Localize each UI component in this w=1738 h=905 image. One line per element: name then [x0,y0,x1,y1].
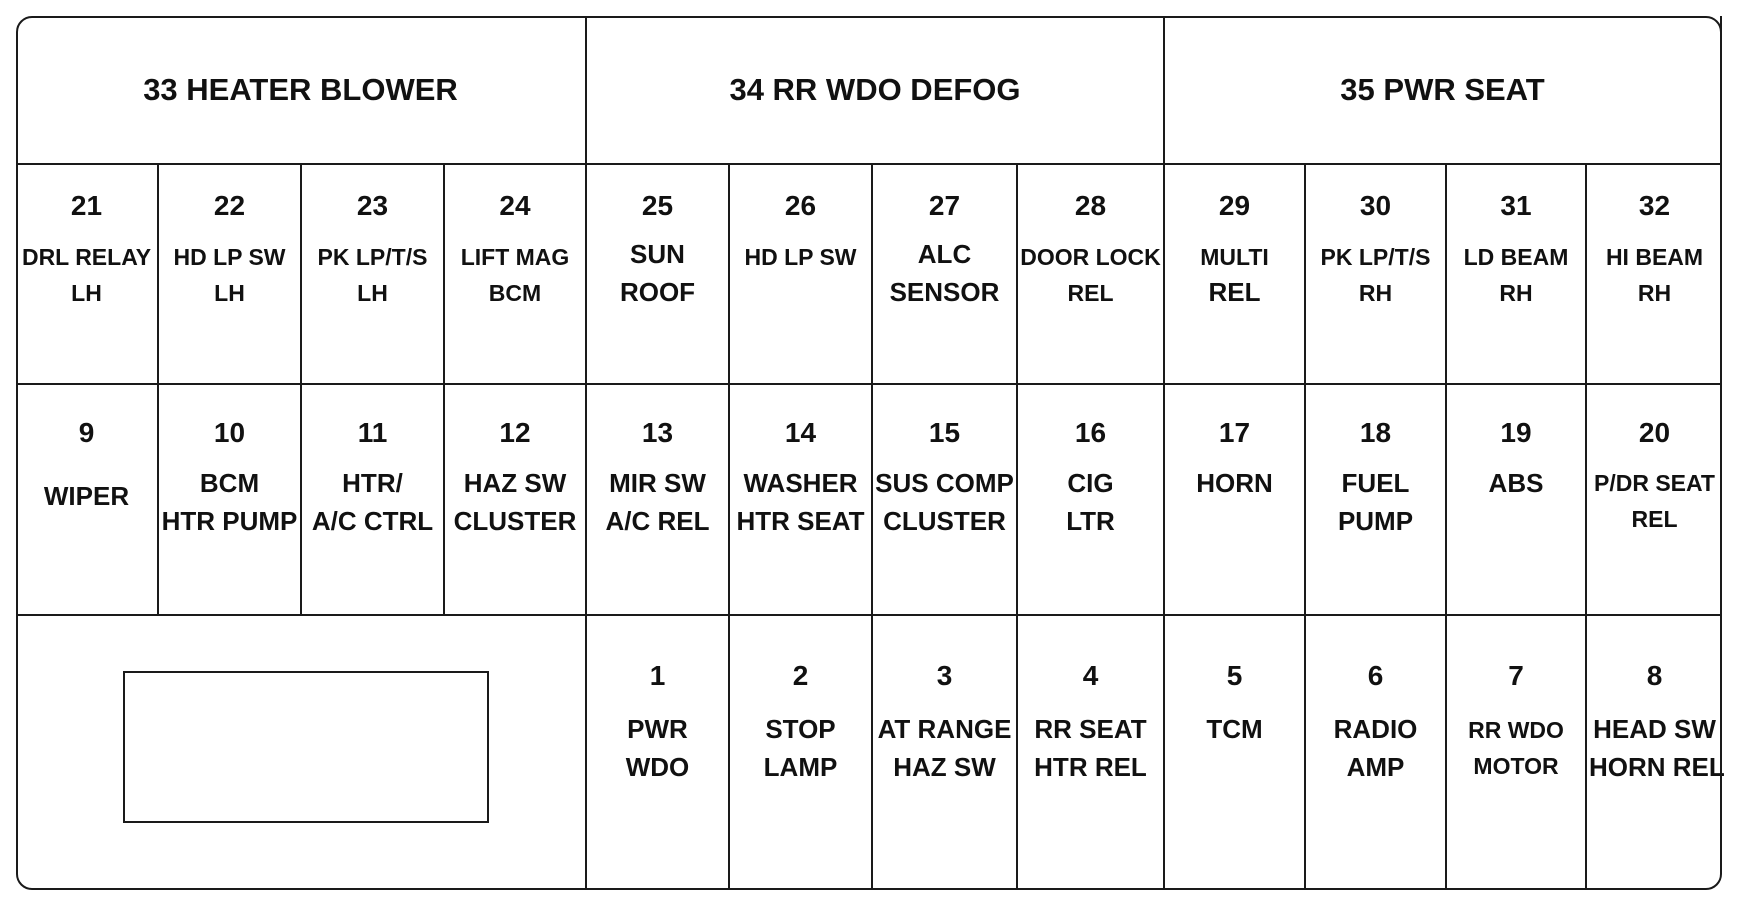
fuse-number: 4 [1082,660,1099,691]
fuse-label-line1: MIR SW [609,468,706,498]
fuse-label-line2: HAZ SW [893,752,996,782]
fuse-cell-13 [587,385,730,616]
fuse-cell-12 [445,385,587,616]
fuse-number: 13 [641,417,674,448]
fuse-cell-33 [16,16,587,165]
fuse-label-line1: MULTI [1200,244,1269,270]
fuse-cell-31 [1447,165,1587,385]
fuse-number: 21 [70,190,103,221]
fuse-label: 34 RR WDO DEFOG [729,71,1021,107]
fuse-cell-28 [1018,165,1165,385]
fuse-cell-35 [1165,16,1722,165]
fuse-number: 18 [1359,417,1392,448]
fuse-label-line2: HORN REL [1589,752,1725,782]
fuse-label-line1: CIG [1067,468,1114,498]
fuse-cell-7 [1447,616,1587,890]
fuse-number: 5 [1226,660,1243,691]
fuse-number: 22 [213,190,246,221]
fuse-label-line1: HORN [1196,468,1273,498]
fuse-number: 8 [1646,660,1663,691]
fuse-number: 6 [1367,660,1384,691]
fuse-label-line1: SUN [630,239,685,269]
fuse-cell-18 [1306,385,1447,616]
fuse-cell-1 [587,616,730,890]
fuse-cell-6 [1306,616,1447,890]
fuse-label-line1: HTR/ [342,468,403,498]
fuse-number: 29 [1218,190,1251,221]
fuse-label-line2: LH [357,280,388,306]
fuse-label-line1: ABS [1488,468,1544,498]
fuse-label-line2: LH [71,280,102,306]
fuse-label-line2: REL [1067,280,1114,306]
fuse-number: 15 [928,417,961,448]
fuse-label-line2: REL [1208,277,1261,307]
fuse-label: 33 HEATER BLOWER [143,71,458,107]
fuse-label-line2: ROOF [619,277,696,307]
fuse-number: 1 [649,660,666,691]
fuse-cell-11 [302,385,445,616]
fuse-label-line2: AMP [1346,752,1405,782]
fuse-number: 11 [357,417,388,448]
fuse-label-line1: RR SEAT [1034,714,1147,744]
fuse-label-line2: A/C REL [605,506,710,536]
fuse-label-line1: P/DR SEAT [1594,470,1715,496]
fuse-label-line1: DRL RELAY [21,244,152,270]
fuse-cell-17 [1165,385,1306,616]
fuse-label-line2: HTR PUMP [161,506,298,536]
fuse-label-line2: PUMP [1337,506,1414,536]
fuse-number: 19 [1500,417,1532,448]
fuse-label-line2: A/C CTRL [311,506,434,536]
fuse-label-line1: WIPER [43,481,130,511]
fuse-cell-25 [587,165,730,385]
fuse-number: 10 [213,417,246,448]
fuse-number: 25 [641,190,674,221]
fuse-number: 28 [1074,190,1107,221]
fuse-label-line1: LIFT MAG [460,244,570,270]
fuse-cell-10 [159,385,302,616]
fuse-label-line1: FUEL [1341,468,1410,498]
fuse-cell-8 [1587,616,1725,890]
fuse-cell-24 [445,165,587,385]
fuse-label-line1: RR WDO [1468,717,1564,743]
fuse-label-line2: CLUSTER [453,506,577,536]
fuse-cell-20 [1587,385,1722,616]
fuse-label-line1: HD LP SW [173,244,286,270]
fuse-number: 27 [928,190,961,221]
fuse-number: 32 [1638,190,1671,221]
fuse-number: 31 [1500,190,1532,221]
fuse-number: 7 [1508,660,1524,691]
fuse-number: 3 [936,660,953,691]
fuse-cell-5 [1165,616,1306,890]
fuse-cell-19 [1447,385,1587,616]
fuse-label-line1: AT RANGE [877,714,1012,744]
fuse-number: 17 [1218,417,1251,448]
fuse-cell-14 [730,385,873,616]
fuse-label-line1: HEAD SW [1593,714,1716,744]
fuse-number: 2 [792,660,809,691]
fuse-label-line1: DOOR LOCK [1020,244,1161,270]
fuse-number: 9 [78,417,95,448]
fuse-number: 23 [356,190,389,221]
fuse-label-line1: PK LP/T/S [1320,244,1431,270]
fuse-label-line1: BCM [199,468,260,498]
fuse-label-line2: SENSOR [889,277,1000,307]
fuse-number: 26 [784,190,817,221]
fuse-label-line2: REL [1631,506,1678,532]
fuse-label-line1: PK LP/T/S [317,244,428,270]
fuse-cell-22 [159,165,302,385]
fuse-number: 12 [499,417,531,448]
fuse-label-line2: RH [1499,280,1533,306]
fuse-label-line2: LAMP [763,752,838,782]
fuse-number: 14 [784,417,817,448]
fuse-label-line1: SUS COMP [875,468,1014,498]
fuse-cell-34 [587,16,1165,165]
fuse-cell-29 [1165,165,1306,385]
fuse-label-line1: HI BEAM [1605,244,1704,270]
fuse-cell-15 [873,385,1018,616]
fuse-label-line1: PWR [627,714,688,744]
fuse-number: 16 [1074,417,1107,448]
fuse-label-line2: MOTOR [1473,753,1559,779]
fuse-label-line1: ALC [917,239,972,269]
fuse-label-line2: HTR SEAT [736,506,865,536]
fuse-number: 30 [1359,190,1392,221]
fuse-label-line2: CLUSTER [883,506,1006,536]
fuse-cell-16 [1018,385,1165,616]
fuse-cell-9 [16,385,159,616]
fuse-cell-3 [873,616,1018,890]
blank-rectangle [123,671,489,823]
fuse-cell-2 [730,616,873,890]
fuse-label-line2: RH [1637,280,1672,306]
fuse-label-line1: RADIO [1333,714,1418,744]
fuse-cell-30 [1306,165,1447,385]
fuse-number: 24 [499,190,531,221]
fuse-label-line2: RH [1358,280,1393,306]
fuse-label-line2: WDO [625,752,690,782]
fuse-cell-23 [302,165,445,385]
fuse-label-line1: WASHER [743,468,858,498]
fuse-label-line1: STOP [765,714,836,744]
fuse-cell-26 [730,165,873,385]
fuse-cell-21 [16,165,159,385]
fuse-label-line1: TCM [1206,714,1263,744]
fuse-label-line1: HD LP SW [744,244,857,270]
fuse-label-line2: LH [214,280,245,306]
fuse-label-line2: LTR [1066,506,1115,536]
fuse-label-line1: LD BEAM [1463,244,1569,270]
fuse-label-line2: HTR REL [1034,752,1147,782]
fuse-label: 35 PWR SEAT [1340,71,1545,107]
fuse-number: 20 [1638,417,1671,448]
fuse-label-line1: HAZ SW [463,468,567,498]
fuse-label-line2: BCM [488,280,542,306]
fuse-cell-27 [873,165,1018,385]
fuse-cell-32 [1587,165,1722,385]
fuse-cell-4 [1018,616,1165,890]
